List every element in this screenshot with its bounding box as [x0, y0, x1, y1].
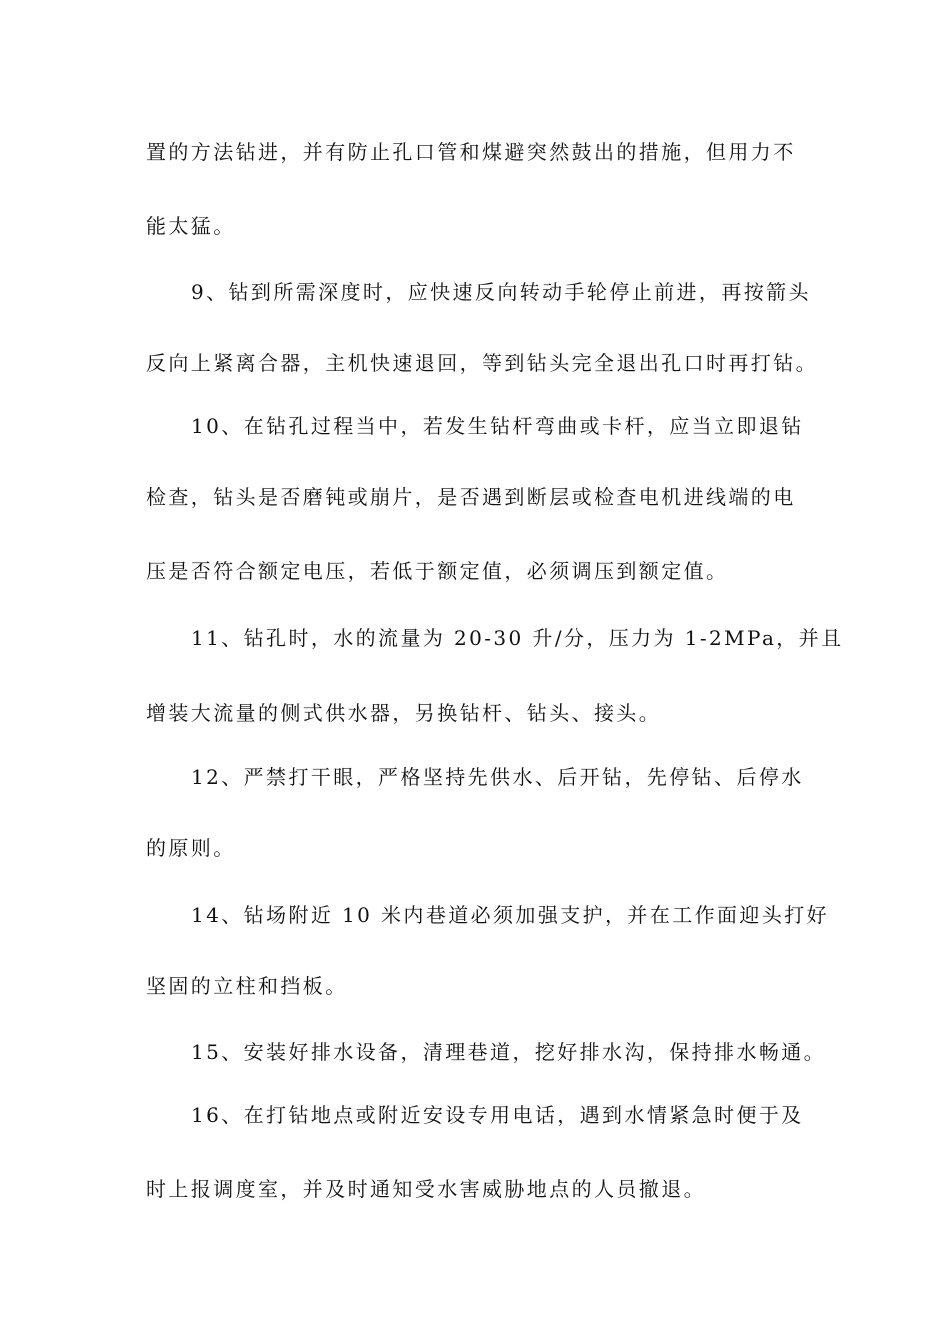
text-line: 检查，钻头是否磨钝或崩片，是否遇到断层或检查电机进线端的电 — [146, 485, 796, 509]
paragraph-9-start: 9、钻到所需深度时，应快速反向转动手轮停止前进，再按箭头 — [191, 280, 811, 304]
text-line: 压是否符合额定电压，若低于额定值，必须调压到额定值。 — [146, 559, 729, 583]
text-line: 的原则。 — [146, 836, 236, 860]
paragraph-11-start: 11、钻孔时，水的流量为 20-30 升/分，压力为 1-2MPa，并且 — [191, 626, 844, 650]
text-line: 能太猛。 — [146, 214, 236, 238]
text-line: 时上报调度室，并及时通知受水害威胁地点的人员撤退。 — [146, 1177, 706, 1201]
paragraph-14-start: 14、钻场附近 10 米内巷道必须加强支护，并在工作面迎头打好 — [191, 903, 830, 927]
paragraph-10-start: 10、在钻孔过程当中，若发生钻杆弯曲或卡杆，应当立即退钻 — [191, 414, 804, 438]
paragraph-15-start: 15、安装好排水设备，清理巷道，挖好排水沟，保持排水畅通。 — [191, 1040, 827, 1064]
text-line: 置的方法钻进，并有防止孔口管和煤避突然鼓出的措施，但用力不 — [146, 140, 796, 164]
paragraph-16-start: 16、在打钻地点或附近安设专用电话，遇到水情紧急时便于及 — [191, 1103, 804, 1127]
paragraph-12-start: 12、严禁打干眼，严格坚持先供水、后开钻，先停钻、后停水 — [191, 765, 804, 789]
text-line: 坚固的立柱和挡板。 — [146, 974, 348, 998]
text-line: 增装大流量的侧式供水器，另换钻杆、钻头、接头。 — [146, 701, 662, 725]
text-line: 反向上紧离合器，主机快速退回，等到钻头完全退出孔口时再打钻。 — [146, 351, 818, 375]
